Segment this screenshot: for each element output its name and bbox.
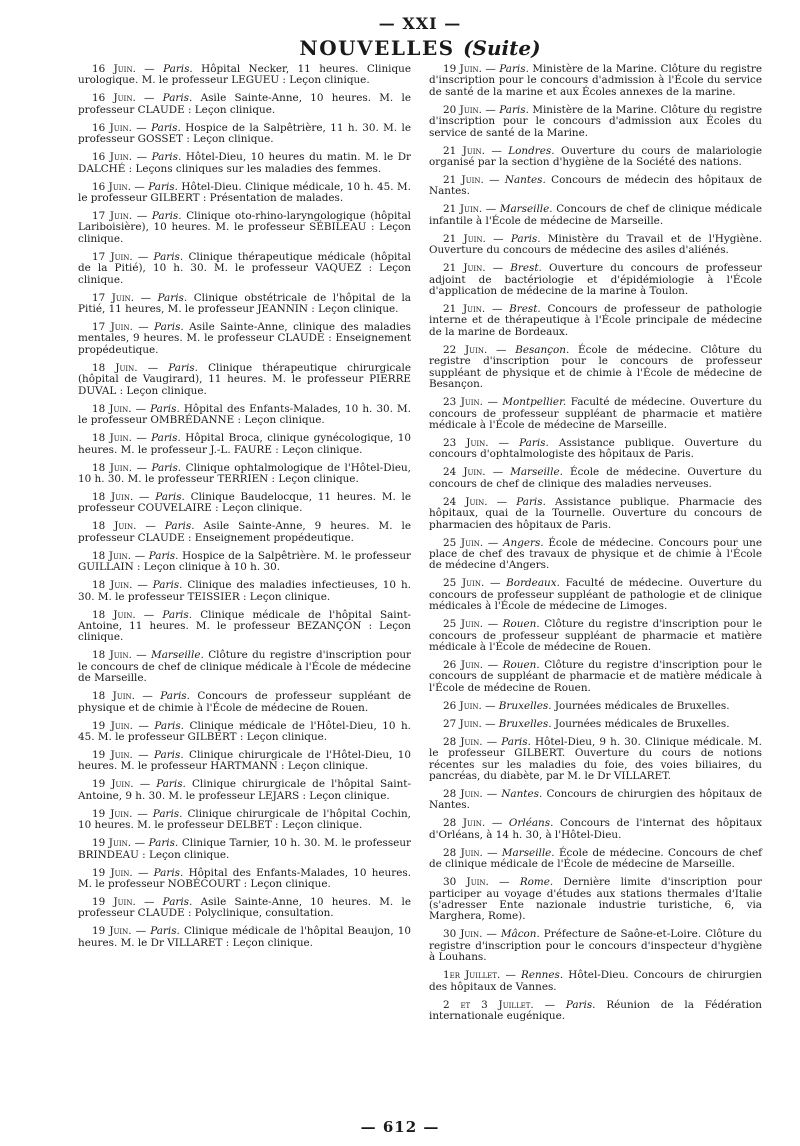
- entry-city: Brest.: [509, 303, 541, 316]
- entry-city: Paris.: [162, 608, 193, 621]
- entry-city: Marseille.: [510, 466, 563, 479]
- news-entry: 25 Juin. — Bordeaux. Faculté de médecine. Ouverture du concours de professeur suppléant de pathologie et de clinique médicales à l'École de médecine de Limoges.: [429, 577, 762, 613]
- entry-date: 30 Juin.: [443, 876, 489, 889]
- news-entry: 25 Juin. — Rouen. Clôture du registre d'inscription pour le concours de professeur suppléant de pharmacie et matière médicale à l'École de médecine de Rouen.: [429, 618, 762, 653]
- entry-date: 23 Juin.: [443, 436, 489, 449]
- news-entry: 17 Juin. — Paris. Clinique thérapeutique médicale (hôpital de la Pitié), 10 h. 30. M. le professeur VAQUEZ : Leçon clinique.: [78, 250, 411, 286]
- entry-date: 19 Juin.: [92, 719, 133, 732]
- entry-date: 16 Juin.: [92, 63, 136, 75]
- entry-date: 17 Juin.: [92, 210, 133, 223]
- entry-text: Hospice de la Salpêtrière, 11 h. 30. M. le professeur GOSSET : Leçon clinique.: [78, 121, 411, 146]
- entry-date: 30 Juin.: [443, 928, 483, 941]
- entry-date: 19 Juin.: [92, 866, 133, 879]
- entry-city: Paris.: [154, 748, 184, 761]
- entry-city: Bordeaux.: [506, 577, 560, 590]
- entry-date: 19 Juin.: [443, 63, 482, 75]
- news-entry: 16 Juin. — Paris. Hôtel-Dieu, 10 heures du matin. M. le Dr DALCHÉ : Leçons cliniques sur les maladies des femmes.: [78, 151, 411, 175]
- entry-date: 18 Juin.: [92, 432, 132, 445]
- entry-city: Angers.: [503, 536, 544, 549]
- news-entry: 21 Juin. — Brest. Ouverture du concours de professeur adjoint de bactériologie et d'épidémiologie à l'École d'application de médecine de la marine à Toulon.: [429, 262, 762, 298]
- heading-title: NOUVELLES: [299, 36, 455, 60]
- entry-date: 21 Juin.: [443, 144, 485, 157]
- entry-city: Paris.: [168, 361, 198, 374]
- news-entry: 23 Juin. — Paris. Assistance publique. Ouverture du concours d'ophtalmologiste des hôpitaux de Paris.: [429, 436, 762, 461]
- entry-date: 21 Juin.: [443, 203, 483, 216]
- entry-city: Paris.: [156, 778, 186, 791]
- news-entry: 28 Juin. — Nantes. Concours de chirurgien des hôpitaux de Nantes.: [429, 788, 762, 812]
- entry-date: 22 Juin.: [443, 343, 488, 356]
- entry-city: Paris.: [499, 103, 529, 116]
- entry-date: 19 Juin.: [92, 837, 132, 850]
- entry-text: Préfecture de Saône-et-Loire. Clôture du registre d'inscription pour le concours d'inspecteur d'hygiène à Louhans.: [429, 928, 762, 964]
- entry-date: 17 Juin.: [92, 291, 135, 304]
- entry-city: Montpellier.: [502, 396, 567, 409]
- entry-text: Ouverture du concours de professeur adjoint de bactériologie et d'épidémiologie à l'École d'application de médecine de la marine à Toulon.: [429, 262, 762, 298]
- news-entry: 21 Juin. — Londres. Ouverture du cours de malariologie organisé par la section d'hygiène de la Société des nations.: [429, 144, 763, 169]
- entry-date: 24 Juin.: [443, 466, 486, 479]
- news-entry: 25 Juin. — Angers. École de médecine. Concours pour une place de chef des travaux de physique et de chimie à l'École de médecine d'Angers.: [429, 536, 762, 572]
- news-entry: 18 Juin. — Paris. Hospice de la Salpêtrière. M. le professeur GUILLAIN : Leçon clinique à 10 h. 30.: [78, 549, 411, 574]
- entry-city: Paris.: [157, 291, 188, 304]
- entry-date: 16 Juin.: [92, 121, 132, 134]
- entry-text: Réunion de la Fédération internationale eugénique.: [429, 998, 762, 1023]
- news-entry: 19 Juin. — Paris. Clinique médicale de l'hôpital Beaujon, 10 heures. M. le Dr VILLARET : Leçon clinique.: [78, 925, 411, 949]
- news-entry: 18 Juin. — Paris. Clinique Baudelocque, 11 heures. M. le professeur COUVELAIRE : Leçon clinique.: [78, 490, 411, 515]
- news-entry: 16 Juin. — Paris. Hôpital Necker, 11 heures. Clinique urologique. M. le professeur LEGUEU : Leçon clinique.: [78, 63, 411, 87]
- entry-date: 19 Juin.: [92, 925, 132, 938]
- entry-text: Hôpital Broca, clinique gynécologique, 10 heures. M. le professeur J.-L. FAURE : Leçon clinique.: [78, 432, 411, 456]
- entry-city: Paris.: [154, 321, 184, 334]
- entry-city: Bruxelles.: [498, 717, 552, 730]
- entry-date: 28 Juin.: [443, 817, 486, 830]
- news-entry: 20 Juin. — Paris. Ministère de la Marine. Clôture du registre d'inscription pour le concours d'admission aux Écoles du service de santé de la Marine.: [429, 103, 762, 139]
- entry-text: Hôtel-Dieu, 9 h. 30. Clinique médicale. M. le professeur GILBERT. Ouverture du cours de notions récentes sur les maladies du foie, des voies biliaires, du pancréas, du diabète, par M. le Dr VILLARET.: [429, 735, 762, 782]
- news-entry: 30 Juin. — Rome. Dernière limite d'inscription pour participer au voyage d'études aux stations thermales d'Italie (s'adresser Ente nazionale industrie turistiche, 6, via Marghera, Rome).: [429, 876, 762, 923]
- news-entry: 16 Juin. — Paris. Hospice de la Salpêtrière, 11 h. 30. M. le professeur GOSSET : Leçon clinique.: [78, 121, 411, 146]
- entry-city: Paris.: [148, 549, 179, 562]
- entry-text: Clôture du registre d'inscription pour le concours de chef de clinique médicale à l'École de médecine de Marseille.: [78, 649, 411, 685]
- entry-date: 20 Juin.: [443, 103, 482, 116]
- entry-city: Paris.: [501, 735, 531, 748]
- entry-date: 23 Juin.: [443, 396, 483, 409]
- entry-text: Hôtel-Dieu. Clinique médicale, 10 h. 45. M. le professeur GILBERT : Présentation de malades.: [78, 180, 411, 205]
- entry-city: Rouen.: [502, 658, 540, 671]
- news-columns: [78, 64, 762, 1029]
- entry-date: 21 Juin.: [443, 232, 486, 245]
- news-entry: 19 Juin. — Paris. Hôpital des Enfants-Malades, 10 heures. M. le professeur NOBÉCOURT : Leçon clinique.: [78, 866, 412, 890]
- entry-text: Hôpital des Enfants-Malades, 10 heures. M. le professeur NOBÉCOURT : Leçon clinique.: [78, 866, 412, 890]
- entry-city: Paris.: [519, 436, 549, 449]
- news-entry: 21 Juin. — Nantes. Concours de médecin des hôpitaux de Nantes.: [429, 174, 762, 198]
- entry-date: 17 Juin.: [92, 250, 133, 263]
- news-entry: 28 Juin. — Orléans. Concours de l'internat des hôpitaux d'Orléans, à 14 h. 30, à l'Hôtel-Dieu.: [429, 817, 762, 841]
- news-entry: 18 Juin. — Paris. Clinique thérapeutique chirurgicale (hôpital de Vaugirard), 11 heures. M. le professeur PIERRE DUVAL : Leçon clinique.: [78, 361, 412, 397]
- left-column: [78, 64, 411, 1029]
- entry-city: Paris.: [151, 210, 182, 223]
- entry-text: Clinique Tarnier, 10 h. 30. M. le professeur BRINDEAU : Leçon clinique.: [78, 837, 411, 861]
- entry-city: Paris.: [510, 232, 541, 245]
- entry-text: Concours de médecin des hôpitaux de Nantes.: [429, 174, 762, 198]
- entry-date: 18 Juin.: [92, 579, 133, 592]
- entry-date: 21 Juin.: [443, 174, 484, 187]
- news-entry: 17 Juin. — Paris. Clinique oto-rhino-laryngologique (hôpital Lariboisière), 10 heures. M. le professeur SÉBILEAU : Leçon clinique.: [78, 210, 411, 245]
- entry-text: Ministère de la Marine. Clôture du registre d'inscription pour le concours d'admission aux Écoles du service de santé de la Marine.: [429, 103, 762, 139]
- entry-text: Assistance publique. Ouverture du concours d'ophtalmologiste des hôpitaux de Paris.: [429, 436, 762, 461]
- entry-text: Clôture du registre d'inscription pour le concours de suppléant de pharmacie et de matière médicale à l'École de médecine de Rouen.: [429, 658, 762, 694]
- entry-city: Paris.: [151, 432, 181, 445]
- news-entry: 18 Juin. — Paris. Concours de professeur suppléant de physique et de chimie à l'École de médecine de Rouen.: [78, 690, 411, 714]
- entry-text: Concours de chef de clinique médicale infantile à l'École de médecine de Marseille.: [429, 203, 762, 227]
- entry-city: Paris.: [148, 837, 179, 850]
- entry-city: Brest.: [510, 262, 542, 275]
- entry-date: 18 Juin.: [92, 490, 134, 503]
- entry-date: 16 Juin.: [92, 92, 136, 105]
- entry-city: Paris.: [565, 998, 596, 1011]
- entry-city: Paris.: [516, 495, 546, 508]
- entry-text: Concours de l'internat des hôpitaux d'Orléans, à 14 h. 30, à l'Hôtel-Dieu.: [429, 817, 762, 841]
- entry-text: Ouverture du cours de malariologie organisé par la section d'hygiène de la Société des nations.: [429, 144, 763, 169]
- entry-city: Nantes.: [504, 174, 546, 187]
- entry-city: Rouen.: [502, 618, 540, 631]
- news-entry: 18 Juin. — Paris. Clinique des maladies infectieuses, 10 h. 30. M. le professeur TEISSIER : Leçon clinique.: [78, 579, 411, 603]
- news-entry: 22 Juin. — Besançon. École de médecine. Clôture du registre d'inscription pour le concours de professeur suppléant de physique et de chimie à l'École de médecine de Besançon.: [429, 343, 762, 391]
- entry-city: Paris.: [163, 63, 193, 75]
- entry-text: Clinique médicale de l'hôpital Saint-Antoine, 11 heures. M. le professeur BEZANÇON : Leçon clinique.: [78, 608, 411, 644]
- entry-date: 1er Juillet.: [443, 969, 501, 982]
- entry-date: 18 Juin.: [92, 649, 132, 662]
- news-entry: 19 Juin. — Paris. Asile Sainte-Anne, 10 heures. M. le professeur CLAUDE : Polyclinique, consultation.: [78, 896, 411, 920]
- news-entry: 30 Juin. — Mâcon. Préfecture de Saône-et-Loire. Clôture du registre d'inscription pour le concours d'inspecteur d'hygiène à Louhans.: [429, 928, 762, 964]
- news-entry: 1er Juillet. — Rennes. Hôtel-Dieu. Concours de chirurgien des hôpitaux de Vannes.: [429, 969, 762, 993]
- entry-text: Asile Sainte-Anne, 10 heures. M. le professeur CLAUDE : Leçon clinique.: [78, 92, 411, 116]
- entry-city: Marseille.: [499, 203, 553, 216]
- entry-city: Besançon.: [515, 343, 570, 356]
- entry-date: 18 Juin.: [92, 402, 132, 415]
- news-entry: 18 Juin. — Paris. Asile Sainte-Anne, 9 heures. M. le professeur CLAUDE : Enseignement propédeutique.: [78, 520, 411, 544]
- entry-city: Marseille.: [501, 846, 555, 859]
- page-number: — 612 —: [360, 1118, 440, 1136]
- entry-date: 18 Juin.: [92, 461, 132, 474]
- news-entry: 18 Juin. — Paris. Hôpital Broca, clinique gynécologique, 10 heures. M. le professeur J.-L. FAURE : Leçon clinique.: [78, 432, 411, 456]
- entry-date: 18 Juin.: [92, 690, 135, 703]
- entry-city: Paris.: [151, 121, 181, 134]
- entry-text: Clinique thérapeutique chirurgicale (hôpital de Vaugirard), 11 heures. M. le professeur PIERRE DUVAL : Leçon clinique.: [78, 361, 412, 397]
- entry-text: Clinique médicale de l'hôpital Beaujon, 10 heures. M. le Dr VILLARET : Leçon clinique.: [78, 925, 411, 949]
- news-entry: 19 Juin. — Paris. Clinique chirurgicale de l'hôpital Cochin, 10 heures. M. le professeur DELBET : Leçon clinique.: [78, 807, 411, 832]
- news-entry: 18 Juin. — Marseille. Clôture du registre d'inscription pour le concours de chef de clinique médicale à l'École de médecine de Marseille.: [78, 649, 411, 685]
- entry-date: 25 Juin.: [443, 618, 484, 631]
- entry-city: Paris.: [154, 719, 184, 732]
- news-entry: 17 Juin. — Paris. Clinique obstétricale de l'hôpital de la Pitié, 11 heures, M. le professeur JEANNIN : Leçon clinique.: [78, 291, 411, 316]
- entry-date: 18 Juin.: [92, 608, 136, 621]
- entry-city: Bruxelles.: [498, 699, 552, 712]
- news-entry: 2 et 3 Juillet. — Paris. Réunion de la Fédération internationale eugénique.: [429, 998, 762, 1023]
- entry-city: Paris.: [151, 461, 182, 474]
- entry-date: 24 Juin.: [443, 495, 488, 508]
- section-heading: [78, 34, 762, 62]
- entry-date: 28 Juin.: [443, 735, 483, 748]
- news-entry: 23 Juin. — Montpellier. Faculté de médecine. Ouverture du concours de professeur suppléant de pharmacie et matière médicale à l'École de médecine de Marseille.: [429, 396, 762, 431]
- entry-text: Hôpital des Enfants-Malades, 10 h. 30. M. le professeur OMBRÉDANNE : Leçon clinique.: [78, 402, 411, 427]
- entry-city: Paris.: [150, 925, 180, 938]
- entry-text: Clinique chirurgicale de l'hôpital Saint-Antoine, 9 h. 30. M. le professeur LEJARS : Leçon clinique.: [78, 778, 411, 802]
- page-roman-number: — XXI —: [378, 14, 462, 33]
- entry-date: 18 Juin.: [92, 549, 132, 562]
- entry-text: Hôpital Necker, 11 heures. Clinique urologique. M. le professeur LEGUEU : Leçon clinique.: [78, 63, 411, 87]
- entry-date: 16 Juin.: [92, 151, 133, 164]
- news-entry: 19 Juin. — Paris. Clinique chirurgicale de l'hôpital Saint-Antoine, 9 h. 30. M. le professeur LEJARS : Leçon clinique.: [78, 778, 411, 802]
- entry-text: Journées médicales de Bruxelles.: [554, 717, 730, 730]
- entry-city: Marseille.: [151, 649, 204, 662]
- heading-suite: (Suite): [463, 36, 541, 60]
- news-entry: 16 Juin. — Paris. Hôtel-Dieu. Clinique médicale, 10 h. 45. M. le professeur GILBERT : Présentation de malades.: [78, 180, 411, 205]
- entry-city: Rome.: [519, 876, 554, 889]
- right-column: [429, 64, 762, 1029]
- entry-text: Concours de chirurgien des hôpitaux de Nantes.: [429, 788, 762, 812]
- entry-text: École de médecine. Clôture du registre d'inscription pour le concours de professeur suppléant de physique et de chimie à l'École de médecine de Besançon.: [429, 343, 762, 391]
- news-entry: 19 Juin. — Paris. Clinique chirurgicale de l'Hôtel-Dieu, 10 heures. M. le professeur HARTMANN : Leçon clinique.: [78, 748, 412, 773]
- entry-date: 28 Juin.: [443, 788, 483, 800]
- entry-date: 26 Juin.: [443, 658, 484, 671]
- news-entry: 28 Juin. — Paris. Hôtel-Dieu, 9 h. 30. Clinique médicale. M. le professeur GILBERT. Ouverture du cours de notions récentes sur les maladies du foie, des voies biliaires, du pancréas, du diabète, par M. le Dr VILLARET.: [429, 735, 762, 782]
- entry-date: 2 et 3 Juillet.: [443, 998, 534, 1011]
- entry-text: Asile Sainte-Anne, 10 heures. M. le professeur CLAUDE : Polyclinique, consultation.: [78, 896, 411, 920]
- entry-text: Asile Sainte-Anne, 9 heures. M. le professeur CLAUDE : Enseignement propédeutique.: [78, 520, 411, 544]
- news-entry: 18 Juin. — Paris. Hôpital des Enfants-Malades, 10 h. 30. M. le professeur OMBRÉDANNE : Leçon clinique.: [78, 402, 411, 427]
- entry-city: Paris.: [162, 92, 193, 105]
- entry-text: Concours de professeur de pathologie interne et de thérapeutique à l'École principale de médecine de la marine de Bordeaux.: [429, 303, 763, 338]
- entry-city: Paris.: [148, 180, 178, 193]
- entry-city: Orléans.: [508, 817, 554, 830]
- entry-date: 25 Juin.: [443, 577, 485, 590]
- entry-city: Paris.: [162, 896, 193, 908]
- entry-text: Clinique médicale de l'Hôtel-Dieu, 10 h. 45. M. le professeur GILBERT : Leçon clinique.: [78, 719, 411, 743]
- entry-city: Paris.: [151, 151, 182, 164]
- entry-text: Clôture du registre d'inscription pour le concours de professeur suppléant de pharmacie et matière médicale à l'École de médecine de Rouen.: [429, 618, 762, 653]
- news-entry: 26 Juin. — Bruxelles. Journées médicales de Bruxelles.: [443, 699, 730, 712]
- news-entry: 21 Juin. — Marseille. Concours de chef de clinique médicale infantile à l'École de médecine de Marseille.: [429, 203, 762, 227]
- entry-text: École de médecine. Ouverture du concours de chef de clinique des maladies nerveuses.: [429, 466, 762, 490]
- news-entry: 16 Juin. — Paris. Asile Sainte-Anne, 10 heures. M. le professeur CLAUDE : Leçon clinique.: [78, 92, 411, 116]
- entry-text: École de médecine. Concours de chef de clinique médicale de l'École de médecine de Marseille.: [429, 846, 762, 871]
- entry-text: Journées médicales de Bruxelles.: [554, 699, 730, 712]
- news-entry: 21 Juin. — Paris. Ministère du Travail et de l'Hygiène. Ouverture du concours de médecine des asiles d'aliénés.: [429, 232, 762, 257]
- entry-text: Ministère du Travail et de l'Hygiène. Ouverture du concours de médecine des asiles d'aliénés.: [429, 232, 762, 257]
- entry-text: Ministère de la Marine. Clôture du registre d'inscription pour le concours d'admission à l'École du service de santé de la marine et aux Écoles annexes de la marine.: [429, 63, 762, 98]
- news-entry: 26 Juin. — Rouen. Clôture du registre d'inscription pour le concours de suppléant de pharmacie et de matière médicale à l'École de médecine de Rouen.: [429, 658, 762, 694]
- news-entry: 24 Juin. — Marseille. École de médecine. Ouverture du concours de chef de clinique des maladies nerveuses.: [429, 466, 762, 490]
- entry-text: Asile Sainte-Anne, clinique des maladies mentales, 9 heures. M. le professeur CLAUDE : Enseignement propédeutique.: [78, 321, 411, 356]
- entry-city: Nantes.: [501, 788, 543, 800]
- news-entry: 18 Juin. — Paris. Clinique ophtalmologique de l'Hôtel-Dieu, 10 h. 30. M. le professeur TERRIEN : Leçon clinique.: [78, 461, 411, 485]
- entry-city: Paris.: [153, 250, 184, 263]
- entry-date: 19 Juin.: [92, 896, 136, 908]
- entry-date: 19 Juin.: [92, 748, 133, 761]
- news-entry: 21 Juin. — Brest. Concours de professeur de pathologie interne et de thérapeutique à l'École principale de médecine de la marine de Bordeaux.: [429, 303, 763, 338]
- entry-text: Clinique des maladies infectieuses, 10 h. 30. M. le professeur TEISSIER : Leçon clinique.: [78, 579, 411, 603]
- entry-city: Mâcon.: [500, 928, 540, 941]
- news-entry: 24 Juin. — Paris. Assistance publique. Pharmacie des hôpitaux, quai de la Tournelle. Ouverture du concours de pharmacien des hôpitaux de Paris.: [429, 495, 762, 531]
- entry-date: 26 Juin.: [443, 699, 482, 712]
- entry-text: Clinique oto-rhino-laryngologique (hôpital Lariboisière), 10 heures. M. le professeur SÉBILEAU : Leçon clinique.: [78, 210, 411, 245]
- entry-text: Clinique ophtalmologique de l'Hôtel-Dieu, 10 h. 30. M. le professeur TERRIEN : Leçon clinique.: [78, 461, 411, 485]
- entry-date: 21 Juin.: [443, 303, 486, 316]
- news-entry: 27 Juin. — Bruxelles. Journées médicales de Bruxelles.: [443, 717, 730, 730]
- entry-text: Clinique thérapeutique médicale (hôpital de la Pitié), 10 h. 30. M. le professeur VAQUEZ : Leçon clinique.: [78, 250, 411, 286]
- entry-city: Paris.: [150, 402, 180, 415]
- news-entry: 19 Juin. — Paris. Ministère de la Marine. Clôture du registre d'inscription pour le concours d'admission à l'École du service de santé de la marine et aux Écoles annexes de la marine.: [429, 63, 762, 98]
- entry-text: Faculté de médecine. Ouverture du concours de professeur suppléant de pathologie et de clinique médicales à l'École de médecine de Limoges.: [429, 577, 762, 613]
- entry-date: 19 Juin.: [92, 807, 133, 820]
- entry-date: 25 Juin.: [443, 536, 484, 549]
- entry-city: Rennes.: [521, 969, 564, 982]
- entry-date: 17 Juin.: [92, 321, 133, 334]
- entry-text: Hôtel-Dieu, 10 heures du matin. M. le Dr DALCHÉ : Leçons cliniques sur les maladies des femmes.: [78, 151, 411, 175]
- entry-text: Clinique Baudelocque, 11 heures. M. le professeur COUVELAIRE : Leçon clinique.: [78, 490, 411, 515]
- entry-city: Paris.: [155, 490, 185, 503]
- entry-text: École de médecine. Concours pour une place de chef des travaux de physique et de chimie à l'École de médecine d'Angers.: [429, 536, 762, 572]
- entry-date: 19 Juin.: [92, 778, 134, 791]
- news-entry: 19 Juin. — Paris. Clinique médicale de l'Hôtel-Dieu, 10 h. 45. M. le professeur GILBERT : Leçon clinique.: [78, 719, 411, 743]
- entry-text: Hospice de la Salpêtrière. M. le professeur GUILLAIN : Leçon clinique à 10 h. 30.: [78, 549, 411, 574]
- entry-text: Clinique obstétricale de l'hôpital de la Pitié, 11 heures, M. le professeur JEANNIN : Leçon clinique.: [78, 291, 411, 316]
- entry-city: Paris.: [164, 520, 195, 533]
- news-entry: 17 Juin. — Paris. Asile Sainte-Anne, clinique des maladies mentales, 9 heures. M. le professeur CLAUDE : Enseignement propédeutique.: [78, 321, 411, 356]
- news-entry: 28 Juin. — Marseille. École de médecine. Concours de chef de clinique médicale de l'École de médecine de Marseille.: [429, 846, 762, 871]
- entry-date: 27 Juin.: [443, 717, 482, 730]
- entry-date: 28 Juin.: [443, 846, 483, 859]
- entry-city: Paris.: [499, 63, 529, 75]
- entry-text: Faculté de médecine. Ouverture du concours de professeur suppléant de pharmacie et matière médicale à l'École de médecine de Marseille.: [429, 396, 762, 431]
- news-entry: 19 Juin. — Paris. Clinique Tarnier, 10 h. 30. M. le professeur BRINDEAU : Leçon clinique.: [78, 837, 411, 861]
- entry-text: Assistance publique. Pharmacie des hôpitaux, quai de la Tournelle. Ouverture du concours de pharmacien des hôpitaux de Paris.: [429, 495, 762, 531]
- entry-text: Concours de professeur suppléant de physique et de chimie à l'École de médecine de Rouen.: [78, 690, 411, 714]
- entry-city: Londres.: [508, 144, 555, 157]
- entry-text: Dernière limite d'inscription pour participer au voyage d'études aux stations thermales d'Italie (s'adresser Ente nazionale industrie turistiche, 6, via Marghera, Rome).: [429, 876, 762, 923]
- entry-city: Paris.: [152, 807, 183, 820]
- entry-date: 18 Juin.: [92, 520, 137, 533]
- entry-text: Clinique chirurgicale de l'Hôtel-Dieu, 10 heures. M. le professeur HARTMANN : Leçon clinique.: [78, 748, 412, 773]
- entry-date: 16 Juin.: [92, 180, 131, 193]
- news-entry: 18 Juin. — Paris. Clinique médicale de l'hôpital Saint-Antoine, 11 heures. M. le professeur BEZANÇON : Leçon clinique.: [78, 608, 411, 644]
- entry-text: Clinique chirurgicale de l'hôpital Cochin, 10 heures. M. le professeur DELBET : Leçon clinique.: [78, 807, 411, 832]
- entry-date: 18 Juin.: [92, 361, 138, 374]
- entry-text: Hôtel-Dieu. Concours de chirurgien des hôpitaux de Vannes.: [429, 969, 762, 993]
- entry-date: 21 Juin.: [443, 262, 486, 275]
- entry-city: Paris.: [152, 579, 183, 592]
- entry-city: Paris.: [153, 866, 184, 879]
- entry-city: Paris.: [160, 690, 190, 703]
